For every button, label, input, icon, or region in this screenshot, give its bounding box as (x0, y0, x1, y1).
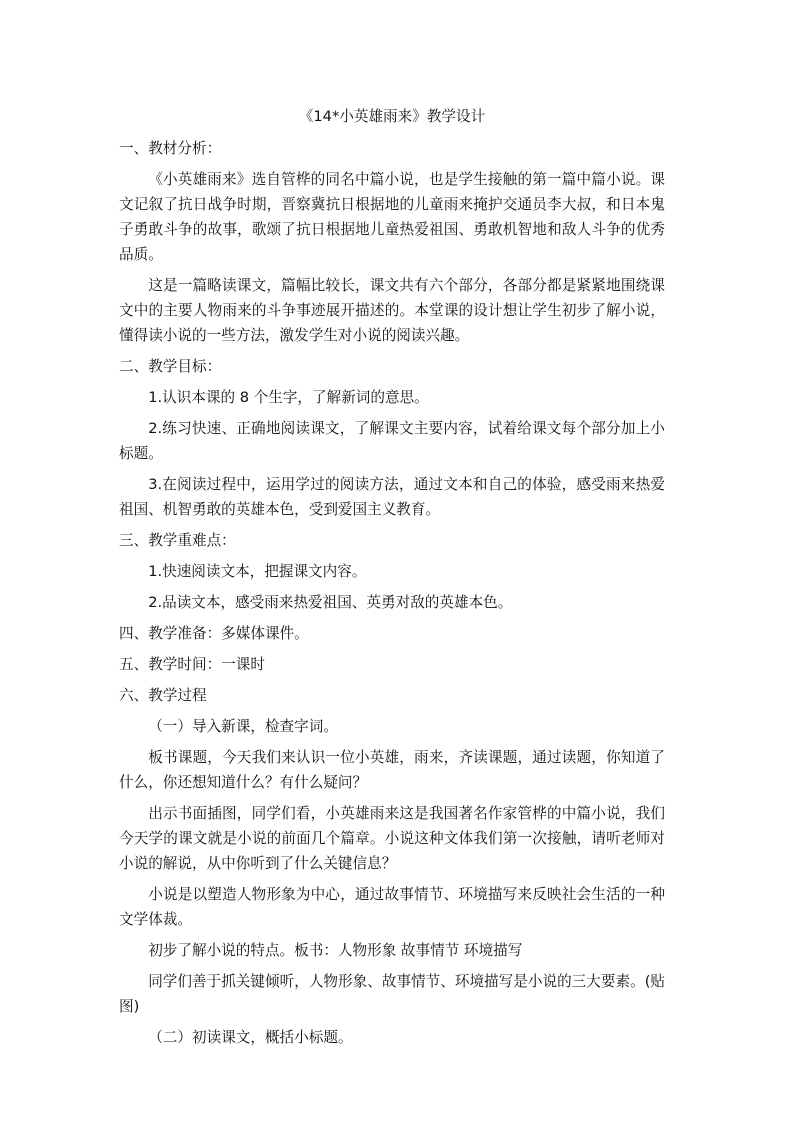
document-title: 《14*小英雄雨来》教学设计 (298, 108, 486, 125)
paragraph: 板书课题，今天我们来认识一位小英雄，雨来，齐读课题，通过读题，你知道了什么，你还想知道什么？有什么疑问？ (119, 749, 665, 791)
paragraph: 2.品读文本，感受雨来热爱祖国、英勇对敌的英雄本色。 (148, 594, 513, 611)
section-heading: 三、教学重难点： (119, 532, 236, 549)
paragraph: （二）初读课文，概括小标题。 (148, 1029, 353, 1046)
paragraph: 出示书面插图，同学们看，小英雄雨来这是我国著名作家管桦的中篇小说，我们今天学的课文就是小说的前面几个篇章。小说这种文体我们第一次接触，请听老师对小说的解说，从中你听到了什么关键信息？ (119, 805, 665, 872)
section-heading: 二、教学目标： (119, 358, 222, 375)
paragraph: 初步了解小说的特点。板书：人物形象 故事情节 环境描写 (148, 942, 523, 959)
paragraph: （一）导入新课，检查字词。 (148, 718, 338, 735)
section-heading: 六、教学过程 (119, 687, 207, 704)
paragraph: 《小英雄雨来》选自管桦的同名中篇小说，也是学生接触的第一篇中篇小说。课文记叙了抗日战争时期，晋察冀抗日根据地的儿童雨来掩护交通员李大叔，和日本鬼子勇敢斗争的故事，歌颂了抗日根据地儿童热爱祖国、勇敢机智地和敌人斗争的优秀品质。 (119, 171, 665, 263)
paragraph: 2.练习快速、正确地阅读课文，了解课文主要内容，试着给课文每个部分加上小标题。 (119, 420, 665, 462)
paragraph: 3.在阅读过程中，运用学过的阅读方法，通过文本和自己的体验，感受雨来热爱祖国、机智勇敢的英雄本色，受到爱国主义教育。 (119, 476, 665, 518)
paragraph: 1.快速阅读文本，把握课文内容。 (148, 563, 367, 580)
paragraph: 这是一篇略读课文，篇幅比较长，课文共有六个部分，各部分都是紧紧地围绕课文中的主要人物雨来的斗争事迹展开描述的。本堂课的设计想让学生初步了解小说，懂得读小说的一些方法，激发学生对小说的阅读兴趣。 (119, 277, 665, 344)
paragraph: 小说是以塑造人物形象为中心，通过故事情节、环境描写来反映社会生活的一种文学体裁。 (119, 886, 665, 928)
section-heading: 一、教材分析： (119, 140, 222, 157)
paragraph: 同学们善于抓关键倾听，人物形象、故事情节、环境描写是小说的三大要素。(贴图) (119, 973, 665, 1015)
section-heading: 五、教学时间：一课时 (119, 656, 265, 673)
document-body (119, 104, 665, 1056)
section-heading: 四、教学准备：多媒体课件。 (119, 625, 309, 642)
paragraph: 1.认识本课的 8 个生字，了解新词的意思。 (148, 389, 429, 406)
